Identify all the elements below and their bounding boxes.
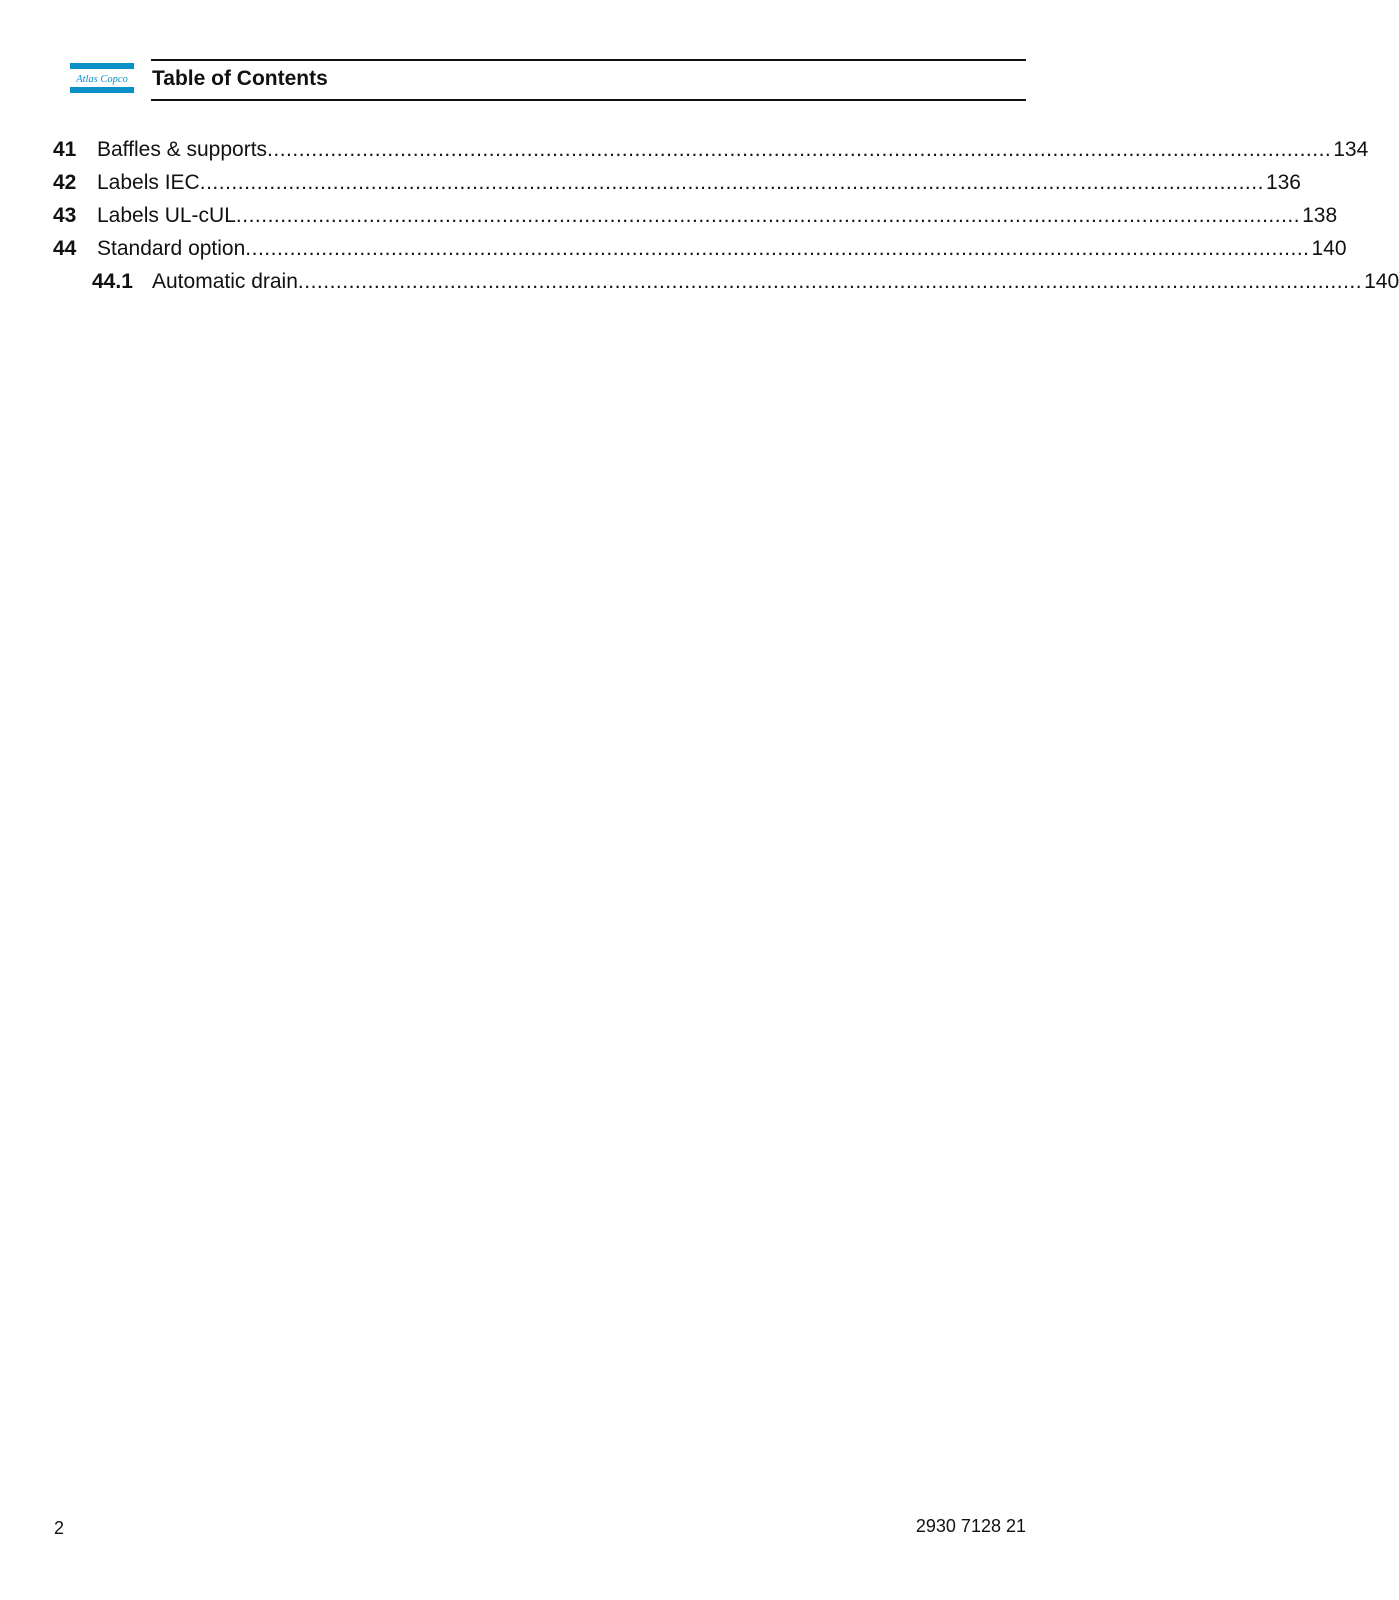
toc-dot-leader: ........................................................................................................................................................................ — [297, 270, 1363, 293]
toc-entry-page: 138 — [1302, 204, 1338, 227]
toc-entry[interactable] — [53, 170, 1301, 203]
table-of-contents — [53, 137, 1399, 302]
toc-entry-number: 43 — [53, 204, 77, 227]
toc-entry-number: 44 — [53, 237, 77, 260]
toc-dot-leader: ........................................................................................................................................................................ — [267, 138, 1332, 161]
toc-entry-page: 136 — [1265, 171, 1301, 194]
header-rule-top — [151, 59, 1026, 61]
toc-subentry[interactable] — [53, 269, 1399, 302]
toc-entry-title: Labels UL-cUL — [97, 204, 236, 227]
page-title: Table of Contents — [152, 67, 328, 90]
atlas-copco-logo — [70, 63, 134, 93]
toc-entry-title: Automatic drain — [152, 270, 298, 293]
toc-entry-page: 140 — [1311, 237, 1347, 260]
toc-entry-page: 134 — [1333, 138, 1369, 161]
toc-entry-title: Baffles & supports — [97, 138, 268, 161]
toc-entry-number: 42 — [53, 171, 77, 194]
toc-entry-number: 41 — [53, 138, 77, 161]
toc-entry-page: 140 — [1364, 270, 1399, 293]
toc-entry-number: 44.1 — [92, 270, 133, 293]
header-rule-bottom — [151, 99, 1026, 101]
toc-entry[interactable] — [53, 137, 1369, 170]
footer-document-number: 2930 7128 21 — [915, 1516, 1026, 1536]
toc-dot-leader: ........................................................................................................................................................................ — [199, 171, 1264, 194]
toc-entry[interactable] — [53, 236, 1347, 269]
toc-dot-leader: ........................................................................................................................................................................ — [235, 204, 1301, 227]
toc-entry-title: Labels IEC — [97, 171, 200, 194]
logo-text: Atlas Copco — [76, 74, 128, 85]
toc-entry-title: Standard option — [97, 237, 246, 260]
footer-page-number: 2 — [54, 1518, 65, 1538]
toc-dot-leader: ........................................................................................................................................................................ — [245, 237, 1310, 260]
toc-entry[interactable] — [53, 203, 1338, 236]
